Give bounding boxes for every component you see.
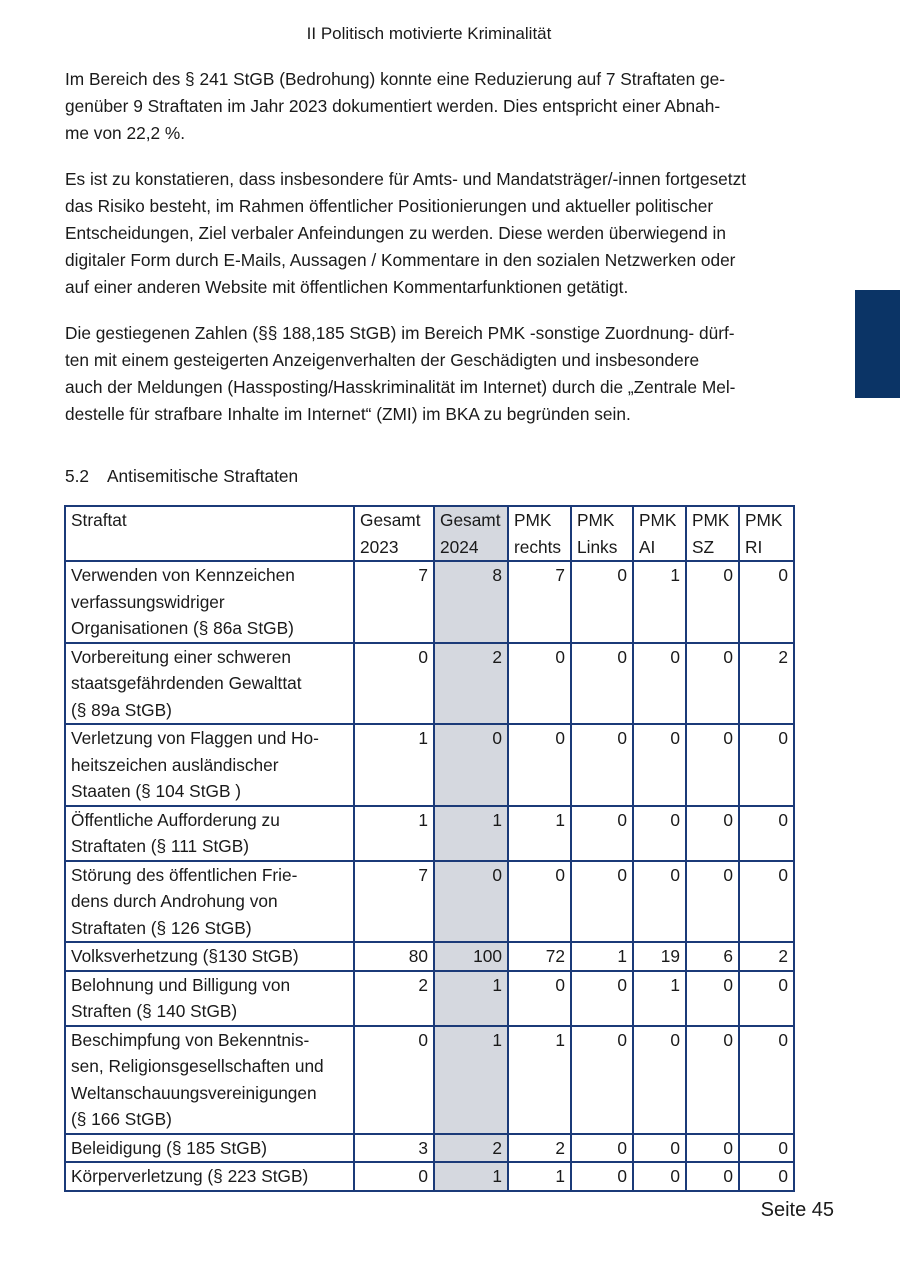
value-cell: 0	[633, 1026, 686, 1134]
offense-label	[65, 806, 354, 861]
column-header	[65, 506, 354, 561]
offense-label-line: (§ 89a StGB)	[71, 699, 172, 720]
value-cell: 2	[508, 1134, 571, 1163]
offense-label-line: verfassungswidriger	[71, 591, 225, 612]
value-cell: 0	[739, 1162, 794, 1191]
table-row	[65, 724, 794, 806]
value-cell: 6	[686, 942, 739, 971]
line: me von 22,2 %.	[65, 123, 186, 143]
line: genüber 9 Straftaten im Jahr 2023 dokumentiert werden. Dies entspricht einer Abnah-	[65, 96, 721, 116]
table-row	[65, 643, 794, 725]
value-cell: 0	[434, 861, 508, 943]
offense-label-line: Staaten (§ 104 StGB )	[71, 781, 242, 801]
value-cell: 100	[434, 942, 508, 971]
value-cell: 0	[571, 1162, 633, 1191]
value-cell: 1	[434, 1162, 508, 1191]
column-header-line: Straftat	[71, 510, 127, 530]
value-cell: 1	[633, 971, 686, 1026]
column-header	[633, 506, 686, 561]
offense-label	[65, 1134, 354, 1163]
line: auf einer anderen Website mit öffentlichen Kommentarfunktionen getätigt.	[65, 277, 629, 297]
value-cell: 2	[434, 643, 508, 725]
offense-label-line: Verletzung von Flaggen und Ho-	[71, 728, 319, 748]
value-cell: 1	[508, 806, 571, 861]
value-cell: 0	[434, 724, 508, 806]
value-cell: 0	[571, 561, 633, 643]
value-cell: 1	[633, 561, 686, 643]
chapter-side-tab	[855, 290, 900, 398]
value-cell: 0	[571, 1026, 633, 1134]
value-cell: 0	[571, 861, 633, 943]
body-text	[65, 66, 805, 447]
table-row	[65, 861, 794, 943]
value-cell: 0	[686, 971, 739, 1026]
value-cell: 0	[739, 1134, 794, 1163]
offense-label	[65, 861, 354, 943]
table-row	[65, 971, 794, 1026]
value-cell: 0	[686, 806, 739, 861]
value-cell: 0	[739, 724, 794, 806]
value-cell: 0	[571, 971, 633, 1026]
offense-label-line: Öffentliche Aufforderung zu	[71, 809, 280, 830]
table-row	[65, 561, 794, 643]
offense-label-line: Vorbereitung einer schweren	[71, 646, 291, 667]
offense-label-line: Straftaten (§ 126 StGB)	[71, 917, 252, 938]
value-cell: 1	[434, 806, 508, 861]
paragraph-mandatstraeger	[65, 166, 805, 301]
column-header-line: AI	[639, 536, 656, 557]
column-header-line: Links	[577, 536, 618, 557]
offense-label-line: Organisationen (§ 86a StGB)	[71, 618, 294, 638]
value-cell: 7	[354, 561, 434, 643]
line: digitaler Form durch E-Mails, Aussagen / Kommentare in den sozialen Netzwerken oder	[65, 250, 736, 270]
value-cell: 1	[354, 724, 434, 806]
value-cell: 0	[739, 971, 794, 1026]
line: Die gestiegenen Zahlen (§§ 188,185 StGB) im Bereich PMK -sonstige Zuordnung- dürf-	[65, 323, 735, 343]
offense-label-line: Beleidigung (§ 185 StGB)	[71, 1137, 267, 1158]
offense-label	[65, 561, 354, 643]
value-cell: 0	[633, 1134, 686, 1163]
offense-label-line: (§ 166 StGB)	[71, 1109, 172, 1129]
value-cell: 0	[686, 561, 739, 643]
value-cell: 19	[633, 942, 686, 971]
section-number: 5.2	[65, 466, 90, 486]
offense-label	[65, 1162, 354, 1191]
column-header	[686, 506, 739, 561]
running-title: II Politisch motivierte Kriminalität	[306, 24, 552, 43]
table-row	[65, 806, 794, 861]
offense-label-line: Körperverletzung (§ 223 StGB)	[71, 1166, 309, 1186]
value-cell: 8	[434, 561, 508, 643]
offense-label	[65, 942, 354, 971]
column-header	[434, 506, 508, 561]
value-cell: 0	[739, 806, 794, 861]
column-header-line: 2023	[360, 536, 399, 557]
table-row	[65, 1026, 794, 1134]
offense-label-line: Störung des öffentlichen Frie-	[71, 864, 298, 885]
value-cell: 0	[633, 724, 686, 806]
offense-label-line: Volksverhetzung (§130 StGB)	[71, 946, 299, 966]
offense-label-line: Straften (§ 140 StGB)	[71, 1001, 238, 1021]
value-cell: 7	[508, 561, 571, 643]
value-cell: 0	[354, 1026, 434, 1134]
value-cell: 0	[633, 861, 686, 943]
column-header-line: rechts	[514, 536, 562, 557]
value-cell: 1	[508, 1026, 571, 1134]
value-cell: 0	[686, 643, 739, 725]
value-cell: 0	[633, 806, 686, 861]
offense-label	[65, 1026, 354, 1134]
column-header	[571, 506, 633, 561]
value-cell: 0	[739, 561, 794, 643]
offense-label-line: staatsgefährdenden Gewalttat	[71, 673, 302, 693]
column-header-line: PMK	[639, 510, 677, 530]
offense-label-line: Belohnung und Billigung von	[71, 974, 291, 995]
column-header-line: PMK	[514, 510, 552, 530]
line: destelle für strafbare Inhalte im Internet“ (ZMI) im BKA zu begründen sein.	[65, 404, 631, 424]
offense-label-line: Straftaten (§ 111 StGB)	[71, 836, 250, 856]
value-cell: 2	[434, 1134, 508, 1163]
value-cell: 1	[508, 1162, 571, 1191]
offense-label-line: heitszeichen ausländischer	[71, 754, 279, 775]
column-header-line: PMK	[745, 510, 783, 530]
value-cell: 80	[354, 942, 434, 971]
value-cell: 0	[508, 724, 571, 806]
value-cell: 0	[508, 861, 571, 943]
value-cell: 0	[571, 643, 633, 725]
line: Im Bereich des § 241 StGB (Bedrohung) konnte eine Reduzierung auf 7 Straftaten ge-	[65, 69, 725, 89]
value-cell: 7	[354, 861, 434, 943]
table-row	[65, 1162, 794, 1191]
value-cell: 2	[739, 643, 794, 725]
line: ten mit einem gesteigerten Anzeigenverhalten der Geschädigten und insbesondere	[65, 350, 700, 370]
offense-label-line: sen, Religionsgesellschaften und	[71, 1056, 324, 1076]
column-header-line: SZ	[692, 536, 715, 557]
value-cell: 0	[354, 643, 434, 725]
antisemitic-offenses-table	[64, 505, 795, 1192]
value-cell: 0	[686, 1162, 739, 1191]
offense-label	[65, 643, 354, 725]
section-title: Antisemitische Straftaten	[107, 466, 299, 486]
page-number: Seite 45	[760, 1199, 834, 1221]
column-header-line: PMK	[692, 510, 730, 530]
value-cell: 2	[739, 942, 794, 971]
column-header	[739, 506, 794, 561]
value-cell: 0	[739, 1026, 794, 1134]
value-cell: 1	[434, 971, 508, 1026]
section-heading	[65, 466, 298, 487]
value-cell: 1	[434, 1026, 508, 1134]
column-header-line: PMK	[577, 510, 615, 530]
value-cell: 72	[508, 942, 571, 971]
table-row	[65, 942, 794, 971]
offense-label-line: Verwenden von Kennzeichen	[71, 565, 295, 585]
value-cell: 1	[571, 942, 633, 971]
offense-label-line: Weltanschauungsvereinigungen	[71, 1082, 317, 1103]
offense-label	[65, 724, 354, 806]
line: das Risiko besteht, im Rahmen öffentlicher Positionierungen und aktueller politischer	[65, 196, 714, 216]
paragraph-bedrohung	[65, 66, 805, 147]
value-cell: 3	[354, 1134, 434, 1163]
value-cell: 0	[739, 861, 794, 943]
value-cell: 1	[354, 806, 434, 861]
column-header-line: Gesamt	[360, 510, 421, 530]
column-header	[354, 506, 434, 561]
column-header-line: RI	[745, 536, 763, 557]
line: auch der Meldungen (Hassposting/Hasskriminalität im Internet) durch die „Zentrale Mel-	[65, 377, 736, 397]
offense-label-line: Beschimpfung von Bekenntnis-	[71, 1029, 310, 1050]
table-header-row	[65, 506, 794, 561]
value-cell: 0	[571, 724, 633, 806]
value-cell: 0	[508, 971, 571, 1026]
value-cell: 2	[354, 971, 434, 1026]
offense-label-line: dens durch Androhung von	[71, 891, 278, 911]
column-header-line: Gesamt	[440, 510, 501, 530]
value-cell: 0	[686, 1134, 739, 1163]
value-cell: 0	[571, 806, 633, 861]
value-cell: 0	[571, 1134, 633, 1163]
line: Entscheidungen, Ziel verbaler Anfeindungen zu werden. Diese werden überwiegend in	[65, 223, 726, 243]
value-cell: 0	[508, 643, 571, 725]
value-cell: 0	[633, 643, 686, 725]
value-cell: 0	[686, 861, 739, 943]
column-header	[508, 506, 571, 561]
offense-label	[65, 971, 354, 1026]
value-cell: 0	[686, 1026, 739, 1134]
table-row	[65, 1134, 794, 1163]
value-cell: 0	[354, 1162, 434, 1191]
line: Es ist zu konstatieren, dass insbesondere für Amts- und Mandatsträger/-innen fortgesetzt	[65, 169, 747, 189]
column-header-line: 2024	[440, 536, 479, 557]
value-cell: 0	[686, 724, 739, 806]
value-cell: 0	[633, 1162, 686, 1191]
paragraph-zmi	[65, 320, 805, 428]
